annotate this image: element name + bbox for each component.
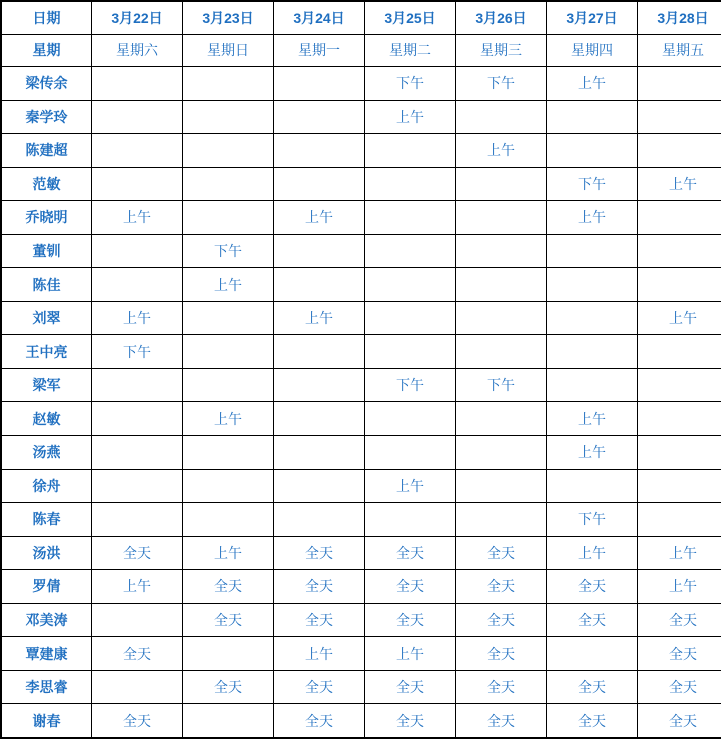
row-name: 赵敏	[1, 402, 92, 436]
schedule-cell	[92, 368, 183, 402]
schedule-cell: 下午	[183, 234, 274, 268]
schedule-cell: 上午	[547, 536, 638, 570]
schedule-table-body	[1, 1, 721, 738]
schedule-cell	[183, 637, 274, 671]
schedule-cell: 下午	[365, 67, 456, 101]
schedule-cell	[183, 704, 274, 738]
header-row-date	[1, 1, 721, 34]
header-cell-week-3: 星期二	[365, 34, 456, 66]
schedule-cell: 上午	[547, 436, 638, 470]
header-cell-week-1: 星期日	[183, 34, 274, 66]
header-cell-week-5: 星期四	[547, 34, 638, 66]
schedule-cell: 全天	[274, 704, 365, 738]
table-row	[1, 469, 721, 503]
header-cell-week-label: 星期	[1, 34, 92, 66]
schedule-cell: 全天	[547, 704, 638, 738]
schedule-cell: 上午	[274, 201, 365, 235]
schedule-cell	[92, 503, 183, 537]
schedule-cell	[183, 368, 274, 402]
schedule-cell: 下午	[547, 167, 638, 201]
schedule-cell: 全天	[274, 536, 365, 570]
header-cell-week-6: 星期五	[638, 34, 721, 66]
schedule-cell: 全天	[274, 670, 365, 704]
schedule-cell: 全天	[638, 603, 721, 637]
schedule-cell: 下午	[456, 368, 547, 402]
schedule-cell: 下午	[92, 335, 183, 369]
schedule-cell	[365, 234, 456, 268]
schedule-cell	[456, 234, 547, 268]
schedule-cell: 全天	[456, 603, 547, 637]
schedule-cell	[638, 436, 721, 470]
schedule-cell: 全天	[183, 603, 274, 637]
schedule-cell	[638, 402, 721, 436]
row-name: 陈春	[1, 503, 92, 537]
header-cell-date-label: 日期	[1, 1, 92, 34]
schedule-cell	[274, 100, 365, 134]
schedule-cell	[274, 503, 365, 537]
schedule-cell: 上午	[638, 570, 721, 604]
table-row	[1, 637, 721, 671]
schedule-cell: 全天	[274, 570, 365, 604]
schedule-cell	[183, 301, 274, 335]
schedule-cell: 全天	[274, 603, 365, 637]
row-name: 刘翠	[1, 301, 92, 335]
schedule-cell	[638, 134, 721, 168]
schedule-cell	[456, 167, 547, 201]
row-name: 陈佳	[1, 268, 92, 302]
header-cell-date-3: 3月25日	[365, 1, 456, 34]
schedule-cell	[92, 67, 183, 101]
schedule-cell	[92, 402, 183, 436]
schedule-cell	[456, 100, 547, 134]
schedule-cell	[274, 67, 365, 101]
schedule-cell	[547, 134, 638, 168]
schedule-cell	[365, 402, 456, 436]
table-row	[1, 536, 721, 570]
row-name: 谢春	[1, 704, 92, 738]
schedule-cell: 上午	[92, 201, 183, 235]
schedule-cell	[365, 268, 456, 302]
row-name: 陈建超	[1, 134, 92, 168]
schedule-cell: 下午	[456, 67, 547, 101]
schedule-cell: 全天	[365, 603, 456, 637]
schedule-cell: 上午	[547, 67, 638, 101]
schedule-cell: 全天	[638, 704, 721, 738]
schedule-cell	[274, 234, 365, 268]
schedule-cell: 全天	[92, 637, 183, 671]
schedule-cell	[547, 469, 638, 503]
schedule-cell: 全天	[92, 704, 183, 738]
header-cell-date-0: 3月22日	[92, 1, 183, 34]
schedule-cell	[183, 503, 274, 537]
schedule-cell	[638, 234, 721, 268]
schedule-cell	[638, 469, 721, 503]
schedule-cell	[638, 67, 721, 101]
schedule-cell	[274, 167, 365, 201]
row-name: 徐舟	[1, 469, 92, 503]
schedule-cell: 全天	[638, 637, 721, 671]
schedule-cell	[547, 368, 638, 402]
schedule-cell	[456, 469, 547, 503]
schedule-cell: 全天	[547, 670, 638, 704]
schedule-cell	[92, 268, 183, 302]
table-row	[1, 301, 721, 335]
schedule-cell	[456, 268, 547, 302]
schedule-cell: 上午	[92, 301, 183, 335]
schedule-cell: 全天	[365, 536, 456, 570]
row-name: 汤洪	[1, 536, 92, 570]
row-name: 王中亮	[1, 335, 92, 369]
schedule-cell	[547, 268, 638, 302]
schedule-cell: 全天	[456, 637, 547, 671]
schedule-cell	[274, 436, 365, 470]
schedule-cell: 全天	[638, 670, 721, 704]
schedule-cell	[365, 134, 456, 168]
row-name: 李思睿	[1, 670, 92, 704]
table-row	[1, 704, 721, 738]
schedule-cell: 全天	[547, 570, 638, 604]
schedule-cell: 下午	[365, 368, 456, 402]
schedule-cell	[638, 368, 721, 402]
row-name: 秦学玲	[1, 100, 92, 134]
schedule-cell: 上午	[365, 100, 456, 134]
schedule-cell: 上午	[92, 570, 183, 604]
table-row	[1, 67, 721, 101]
table-row	[1, 100, 721, 134]
table-row	[1, 167, 721, 201]
table-row	[1, 368, 721, 402]
row-name: 董钏	[1, 234, 92, 268]
header-cell-week-0: 星期六	[92, 34, 183, 66]
schedule-cell	[547, 637, 638, 671]
schedule-cell: 上午	[638, 167, 721, 201]
schedule-cell: 全天	[365, 570, 456, 604]
header-row-weekday	[1, 34, 721, 66]
schedule-cell: 上午	[547, 201, 638, 235]
table-row	[1, 335, 721, 369]
table-row	[1, 670, 721, 704]
schedule-cell	[456, 402, 547, 436]
schedule-cell: 上午	[274, 637, 365, 671]
row-name: 乔晓明	[1, 201, 92, 235]
schedule-cell	[92, 436, 183, 470]
schedule-cell: 上午	[183, 402, 274, 436]
schedule-cell	[638, 503, 721, 537]
schedule-cell	[274, 402, 365, 436]
schedule-cell: 全天	[183, 570, 274, 604]
header-cell-week-4: 星期三	[456, 34, 547, 66]
schedule-cell	[365, 503, 456, 537]
schedule-cell	[183, 201, 274, 235]
row-name: 梁传余	[1, 67, 92, 101]
header-cell-date-2: 3月24日	[274, 1, 365, 34]
schedule-cell	[365, 436, 456, 470]
schedule-cell	[274, 134, 365, 168]
schedule-cell	[92, 234, 183, 268]
schedule-cell: 全天	[183, 670, 274, 704]
schedule-cell	[638, 268, 721, 302]
schedule-cell	[183, 469, 274, 503]
header-cell-week-2: 星期一	[274, 34, 365, 66]
schedule-cell	[183, 436, 274, 470]
schedule-cell: 上午	[183, 268, 274, 302]
header-cell-date-6: 3月28日	[638, 1, 721, 34]
table-row	[1, 603, 721, 637]
table-row	[1, 268, 721, 302]
row-name: 罗倩	[1, 570, 92, 604]
schedule-cell	[92, 469, 183, 503]
header-cell-date-4: 3月26日	[456, 1, 547, 34]
schedule-cell: 全天	[365, 670, 456, 704]
schedule-cell	[274, 469, 365, 503]
schedule-cell: 全天	[547, 603, 638, 637]
schedule-cell	[456, 436, 547, 470]
schedule-cell	[183, 134, 274, 168]
table-row	[1, 201, 721, 235]
schedule-cell: 上午	[365, 469, 456, 503]
header-cell-date-1: 3月23日	[183, 1, 274, 34]
schedule-cell: 上午	[183, 536, 274, 570]
row-name: 邓美涛	[1, 603, 92, 637]
row-name: 梁军	[1, 368, 92, 402]
header-cell-date-5: 3月27日	[547, 1, 638, 34]
schedule-cell	[456, 301, 547, 335]
schedule-cell: 上午	[638, 536, 721, 570]
schedule-cell: 全天	[456, 570, 547, 604]
schedule-cell	[183, 100, 274, 134]
schedule-cell: 上午	[274, 301, 365, 335]
table-row	[1, 436, 721, 470]
schedule-cell: 上午	[456, 134, 547, 168]
schedule-cell	[456, 503, 547, 537]
schedule-cell	[92, 134, 183, 168]
schedule-cell	[183, 335, 274, 369]
schedule-cell	[92, 100, 183, 134]
schedule-cell: 全天	[456, 536, 547, 570]
schedule-cell	[365, 201, 456, 235]
schedule-cell	[274, 368, 365, 402]
table-row	[1, 570, 721, 604]
schedule-cell	[547, 301, 638, 335]
table-row	[1, 503, 721, 537]
schedule-cell	[456, 335, 547, 369]
schedule-cell	[365, 167, 456, 201]
table-row	[1, 234, 721, 268]
schedule-cell: 全天	[92, 536, 183, 570]
schedule-cell	[92, 603, 183, 637]
schedule-cell: 全天	[365, 704, 456, 738]
schedule-cell	[547, 335, 638, 369]
table-row	[1, 134, 721, 168]
schedule-cell	[274, 335, 365, 369]
schedule-cell	[183, 67, 274, 101]
schedule-cell	[547, 100, 638, 134]
table-row	[1, 402, 721, 436]
schedule-cell	[638, 201, 721, 235]
schedule-cell	[547, 234, 638, 268]
schedule-cell: 上午	[365, 637, 456, 671]
row-name: 覃建康	[1, 637, 92, 671]
schedule-cell: 上午	[547, 402, 638, 436]
schedule-cell	[92, 167, 183, 201]
schedule-cell	[274, 268, 365, 302]
schedule-cell	[365, 301, 456, 335]
row-name: 汤燕	[1, 436, 92, 470]
schedule-cell	[638, 100, 721, 134]
schedule-cell	[92, 670, 183, 704]
schedule-cell	[183, 167, 274, 201]
schedule-cell: 全天	[456, 704, 547, 738]
schedule-cell: 全天	[456, 670, 547, 704]
schedule-cell	[638, 335, 721, 369]
schedule-cell: 下午	[547, 503, 638, 537]
schedule-cell: 上午	[638, 301, 721, 335]
schedule-cell	[456, 201, 547, 235]
schedule-cell	[365, 335, 456, 369]
row-name: 范敏	[1, 167, 92, 201]
